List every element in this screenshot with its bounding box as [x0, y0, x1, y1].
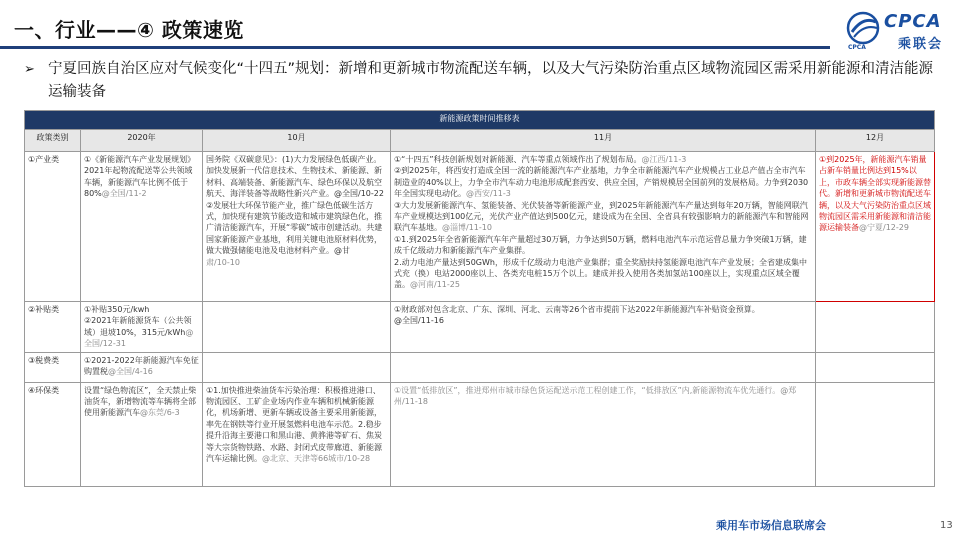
table-header-row — [25, 130, 935, 152]
policy-text: ①1.到2025年全省新能源汽车年产量超过30万辆，力争达到50万辆，燃料电池汽车示范运营总量力争突破1万辆，建成千亿级动力和新能源汽车产业集群。 — [394, 234, 807, 256]
cell-2020 — [81, 302, 203, 353]
policy-text: ③大力发展新能源汽车、氢能装备、光伏装备等新能源产业，到2025年新能源汽车产量达到每年20万辆，智能网联汽车产业规模达到100亿元，光伏产业产值达到500亿元，建设成为在全国、全省具有较强影响力的新能源汽车和智能网联汽车基地。 — [394, 200, 809, 233]
policy-text: ①设置“低排放区”，推进郑州市城市绿色货运配送示范工程创建工作，“低排放区”内,新能源物流车优先通行。 — [394, 385, 781, 395]
policy-text: ①补贴350元/kwh — [84, 305, 150, 314]
title-divider — [0, 46, 830, 49]
cell-oct — [203, 152, 391, 302]
table-caption-row — [25, 111, 935, 130]
header-category: 政策类别 — [25, 130, 81, 152]
logo-sub: CPCA — [848, 44, 866, 51]
cell-dec — [816, 152, 935, 302]
cell-nov — [391, 382, 816, 486]
header-nov: 11月 — [391, 130, 816, 152]
policy-text: ①2021-2022年新能源汽车免征购置税 — [84, 355, 199, 377]
cell-2020 — [81, 352, 203, 382]
cell-oct — [203, 302, 391, 353]
page-number: 13 — [940, 520, 953, 531]
policy-source: @淄博/11-10 — [442, 223, 492, 233]
policy-source: @郑州/11-18 — [394, 385, 797, 407]
policy-source: @西安/11-3 — [466, 189, 511, 199]
logo-wordmark: CPCA — [884, 11, 942, 32]
page-title: 一、行业——④ 政策速览 — [14, 18, 244, 42]
policy-source: @东莞/6-3 — [140, 408, 180, 418]
category-cell: ②补贴类 — [25, 302, 81, 353]
policy-text: ①“十四五”科技创新规划对新能源、汽车等重点领域作出了规划布局。 — [394, 155, 642, 164]
table-row-environment — [25, 382, 935, 486]
policy-text: ①1.加快推进柴油货车污染治理：积极推进港口、物流园区、工矿企业场内作业车辆和机械新能源化，机场新增、更新车辆或设备主要采用新能源，率先在钢铁等行业开展氢燃料电池车示范。2.稳步提升沿海主要港口和黑山港、黄骅港等矿石、焦炭等大宗货物铁路、水路、封闭式皮带廊道、新能源汽车运输比例。 — [206, 385, 382, 464]
policy-source: @全国/11-16 — [394, 316, 444, 326]
policy-text: ②到2025年，将西安打造成全国一流的新能源汽车产业基地，力争全市新能源汽车产业规模占工业总产值占全市汽车制造业的40%以上，力争全市汽车动力电池形成配套西安、供应全国，产销规模居全国前列的发展格局。力争到2030年全国实现电动化。 — [394, 166, 809, 199]
policy-text: ②2021年新能源货车（公共领域）退坡10%，315元/kWh — [84, 316, 192, 337]
table-row-tax — [25, 352, 935, 382]
policy-source: @宁夏/12-29 — [859, 223, 909, 233]
category-cell: ③税费类 — [25, 352, 81, 382]
header-dec: 12月 — [816, 130, 935, 152]
policy-text: 国务院《双碳意见》：(1)大力发展绿色低碳产业。加快发展新一代信息技术、生物技术、新能源、新材料、高端装备、新能源汽车、绿色环保以及航空航天、海洋装备等战略性新兴产业。@全国/10-22 — [206, 155, 384, 199]
table-caption: 新能源政策时间推移表 — [25, 111, 935, 130]
cell-oct — [203, 382, 391, 486]
category-cell: ④环保类 — [25, 382, 81, 486]
cell-dec — [816, 382, 935, 486]
logo-cn: 乘联会 — [898, 37, 944, 52]
policy-timeline-table — [24, 110, 935, 487]
policy-text: 2.动力电池产量达到50GWh，形成千亿级动力电池产业集群；重全奖励扶持氢能源电池汽车产业发展；全省建成集中式充（换）电站2000座以上、各类充电桩15万个以上。建成并投入使用各类加氢站100座以上，实现重点区域全覆盖。 — [394, 257, 807, 290]
policy-text: ②发展壮大环保节能产业，推广绿色低碳生活方式，加快现有建筑节能改造和城市建筑绿色化，推广清洁能源汽车，开展“零碳”城市创建活动。共建国家新能源产业基地，利用关键电池原材料优势，做大做强储能电池及电池材料产业。@甘 — [206, 200, 383, 256]
summary-bullet — [24, 58, 944, 104]
header-2020: 2020年 — [81, 130, 203, 152]
cell-dec — [816, 302, 935, 353]
policy-text: ①财政部对包含北京、广东、深圳、河北、云南等26个省市提前下达2022年新能源汽车补贴资金预算。 — [394, 305, 760, 314]
policy-text: ①《新能源汽车产业发展规划》2021年起物流配送等公共领域车辆，新能源汽车比例不低于80% — [84, 155, 196, 199]
policy-source: @北京、天津等66城市/10-28 — [262, 454, 371, 464]
cell-2020 — [81, 382, 203, 486]
policy-source: @全国/4-16 — [108, 367, 153, 377]
cell-2020 — [81, 152, 203, 302]
policy-source: @河南/11-25 — [410, 280, 460, 290]
cell-oct — [203, 352, 391, 382]
bullet-arrow-icon: ➢ — [24, 62, 35, 77]
cell-nov — [391, 352, 816, 382]
cell-dec — [816, 352, 935, 382]
category-cell: ①产业类 — [25, 152, 81, 302]
cell-nov — [391, 152, 816, 302]
policy-source: @江西/11-3 — [641, 155, 687, 164]
cpca-emblem-icon — [846, 10, 880, 46]
footer-org: 乘用车市场信息联席会 — [716, 519, 826, 532]
policy-source: 肃/10-10 — [206, 257, 240, 267]
policy-text-highlight: ①到2025年，新能源汽车销量占新车销量比例达到15%以上，市政车辆全部实现新能源替代。新增和更新城市物流配送车辆，以及大气污染防治重点区域物流园区需采用新能源和清洁能源运输装备 — [819, 155, 931, 233]
policy-source: @全国/12-31 — [84, 327, 194, 349]
table-row-subsidy — [25, 302, 935, 353]
table-row-industry — [25, 152, 935, 302]
cell-nov — [391, 302, 816, 353]
summary-text: 宁夏回族自治区应对气候变化“十四五”规划：新增和更新城市物流配送车辆，以及大气污染防治重点区域物流园区需采用新能源和清洁能源运输装备 — [48, 61, 934, 100]
cpca-logo — [846, 8, 950, 52]
header-oct: 10月 — [203, 130, 391, 152]
policy-text: 设置“绿色物流区”，全天禁止柴油货车，新增物流等车辆将全部使用新能源汽车 — [84, 385, 197, 418]
policy-source: @全国/11-2 — [101, 189, 147, 199]
